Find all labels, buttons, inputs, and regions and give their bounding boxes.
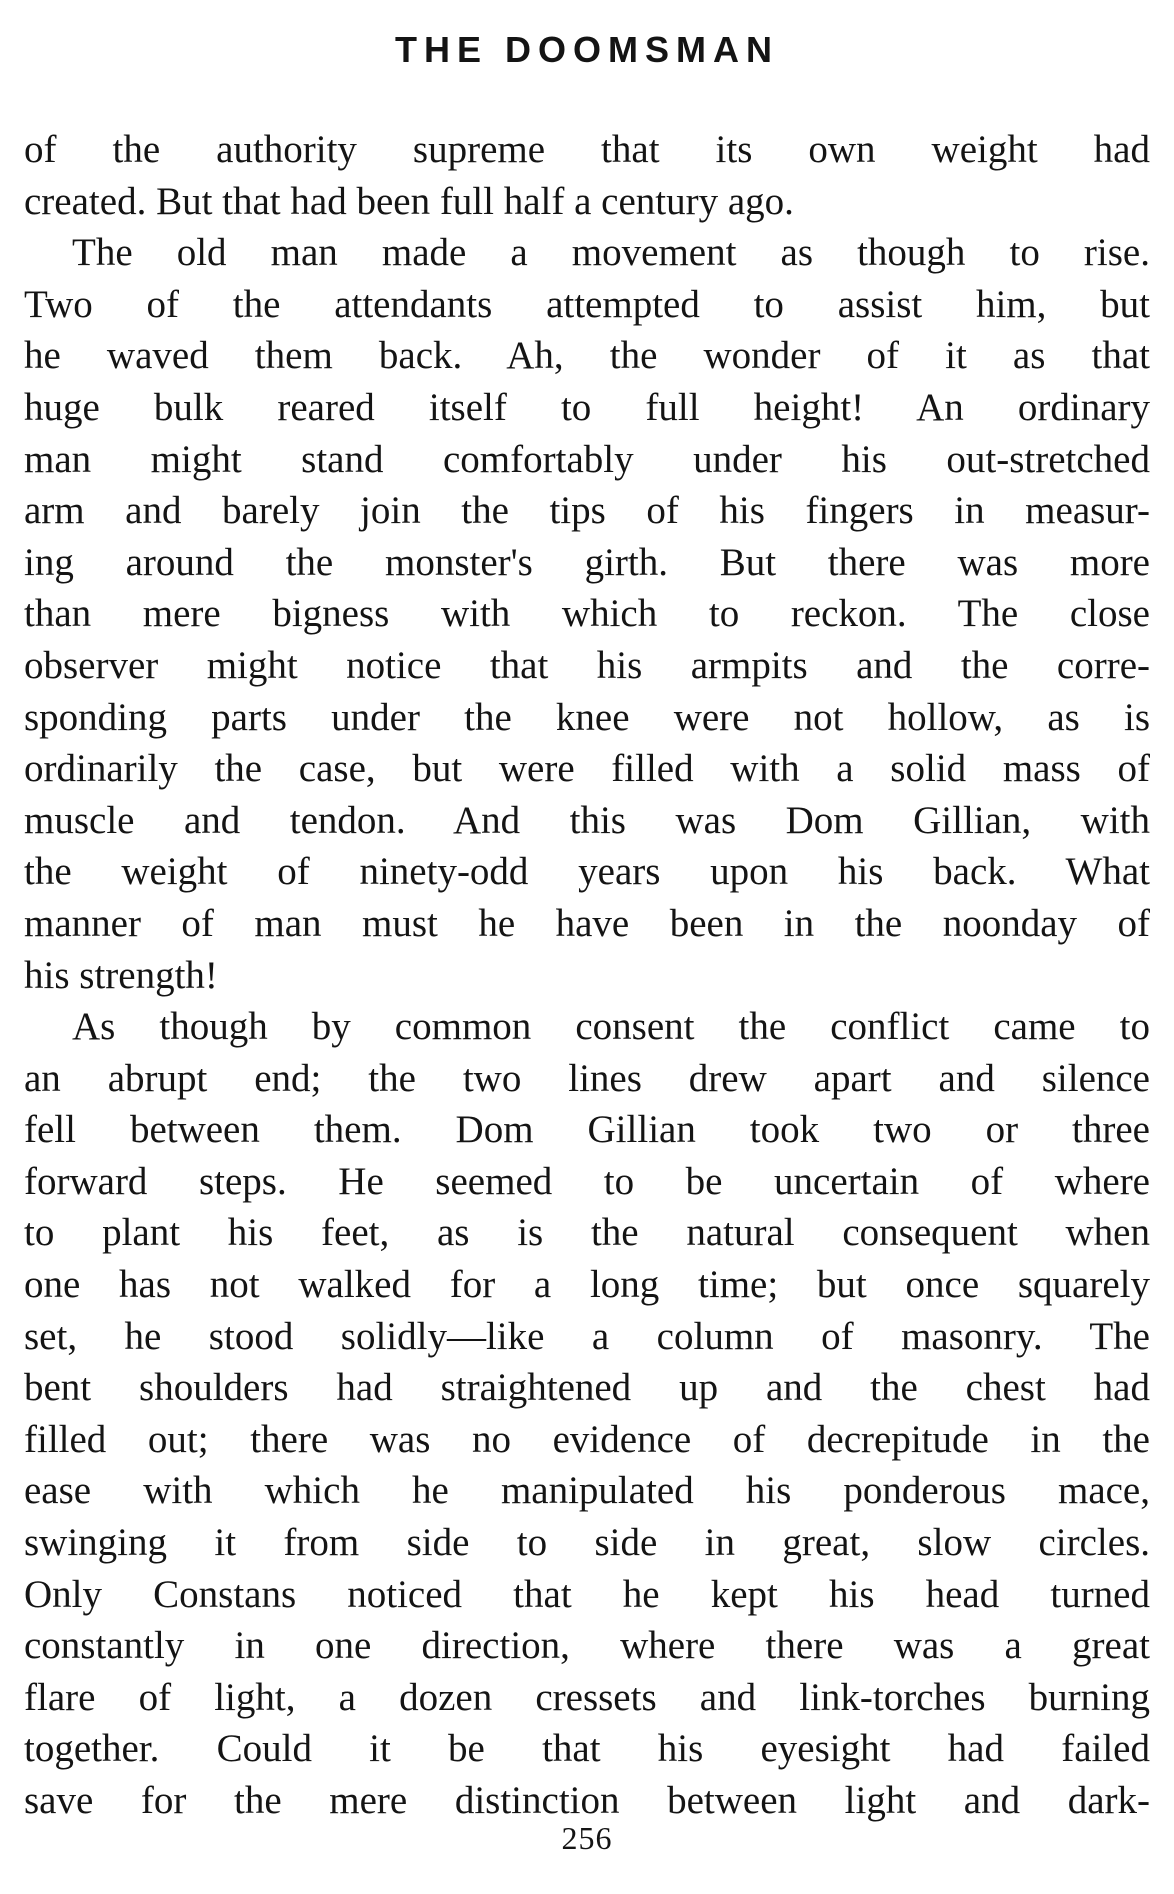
text-line: arm and barely join the tips of his fingers in measur- xyxy=(24,489,1150,533)
text-line: set, he stood solidly—like a column of masonry. The xyxy=(24,1314,1150,1358)
book-page xyxy=(24,0,1150,1894)
text-line: Two of the attendants attempted to assist him, but xyxy=(24,282,1150,326)
text-line: to plant his feet, as is the natural consequent when xyxy=(24,1211,1150,1255)
body-text xyxy=(24,124,1150,1827)
text-line: man might stand comfortably under his out-stretched xyxy=(24,437,1150,481)
text-line: ordinarily the case, but were filled with a solid mass of xyxy=(24,747,1150,791)
text-line: created. But that had been full half a century ago. xyxy=(24,179,794,223)
running-title: THE DOOMSMAN xyxy=(395,29,779,70)
text-line: he waved them back. Ah, the wonder of it as that xyxy=(24,334,1150,378)
text-line: observer might notice that his armpits and the corre- xyxy=(24,643,1150,687)
text-line: together. Could it be that his eyesight had failed xyxy=(24,1727,1150,1771)
text-line: The old man made a movement as though to rise. xyxy=(72,231,1150,275)
page-number: 256 xyxy=(561,1820,613,1856)
paragraph xyxy=(24,1001,1150,1827)
text-line: flare of light, a dozen cressets and link-torches burning xyxy=(24,1675,1150,1719)
text-line: forward steps. He seemed to be uncertain of where xyxy=(24,1159,1150,1203)
text-line: constantly in one direction, where there was a great xyxy=(24,1624,1150,1668)
text-line: huge bulk reared itself to full height! An ordinary xyxy=(24,385,1150,429)
text-line: bent shoulders had straightened up and the chest had xyxy=(24,1366,1150,1410)
paragraph xyxy=(24,124,1150,227)
text-line: ease with which he manipulated his ponderous mace, xyxy=(24,1469,1150,1513)
text-line: filled out; there was no evidence of decrepitude in the xyxy=(24,1417,1150,1461)
text-line: ing around the monster's girth. But there was more xyxy=(24,540,1150,584)
text-line: of the authority supreme that its own weight had xyxy=(24,128,1150,171)
text-line: his strength! xyxy=(24,953,218,997)
text-line: Only Constans noticed that he kept his head turned xyxy=(24,1572,1150,1616)
text-line: As though by common consent the conflict came to xyxy=(72,1005,1150,1049)
text-line: swinging it from side to side in great, slow circles. xyxy=(24,1521,1150,1565)
text-line: the weight of ninety-odd years upon his back. What xyxy=(24,850,1150,894)
text-line: an abrupt end; the two lines drew apart and silence xyxy=(24,1056,1150,1100)
text-line: one has not walked for a long time; but once squarely xyxy=(24,1263,1150,1307)
text-line: save for the mere distinction between light and dark- xyxy=(24,1779,1150,1822)
text-line: muscle and tendon. And this was Dom Gillian, with xyxy=(24,798,1150,842)
text-line: than mere bigness with which to reckon. The close xyxy=(24,592,1150,636)
paragraph xyxy=(24,227,1150,1001)
text-line: fell between them. Dom Gillian took two or three xyxy=(24,1108,1150,1152)
text-line: manner of man must he have been in the noonday of xyxy=(24,901,1150,945)
text-line: sponding parts under the knee were not hollow, as is xyxy=(24,695,1150,739)
